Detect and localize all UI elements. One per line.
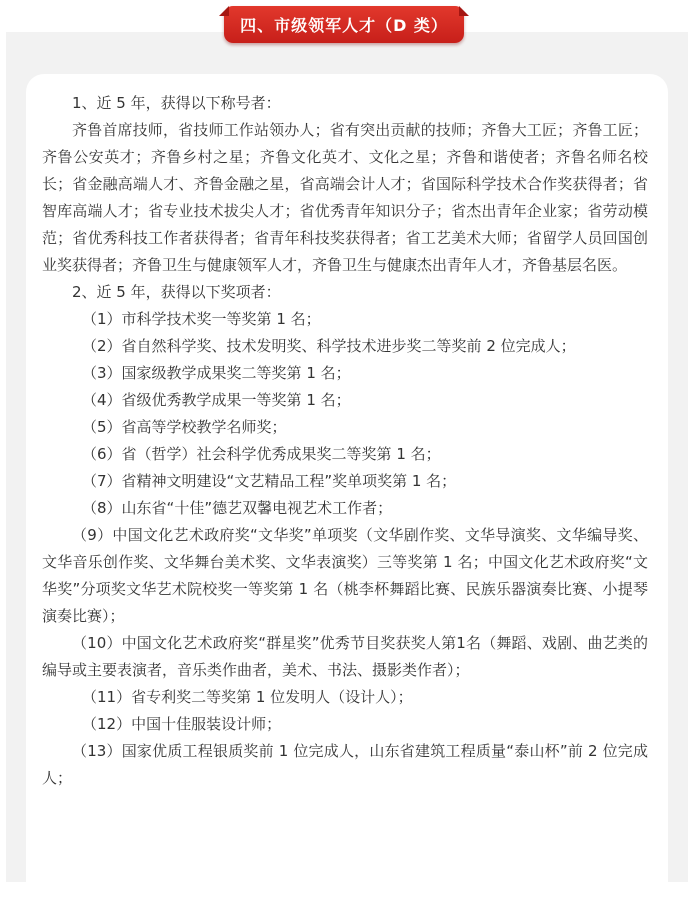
award-item-3: （3）国家级教学成果奖二等奖第 1 名； xyxy=(82,364,351,382)
award-item-13: （13）国家优质工程银质奖前 1 位完成人，山东省建筑工程质量“泰山杯”前 2 位完成人； xyxy=(42,742,648,787)
section1-heading: 1、近 5 年，获得以下称号者： xyxy=(72,94,281,112)
section-title: 四、市级领军人才（D 类） xyxy=(240,16,448,35)
award-item-11: （11）省专利奖二等奖第 1 位发明人（设计人）； xyxy=(82,688,413,706)
award-item-5: （5）省高等学校教学名师奖； xyxy=(82,418,287,436)
award-item-10: （10）中国文化艺术政府奖“群星奖”优秀节目奖获奖人第1名（舞蹈、戏剧、曲艺类的编导或主要表演者，音乐类作曲者，美术、书法、摄影类作者）； xyxy=(42,634,648,679)
award-item-12: （12）中国十佳服装设计师； xyxy=(82,715,282,733)
section1-body: 齐鲁首席技师，省技师工作站领办人；省有突出贡献的技师；齐鲁大工匠；齐鲁工匠；齐鲁公安英才；齐鲁乡村之星；齐鲁文化英才、文化之星；齐鲁和谐使者；齐鲁名师名校长；省金融高端人才、齐鲁金融之星，省高端会计人才；省国际科学技术合作奖获得者；省智库高端人才；省专业技术拔尖人才；省优秀青年知识分子；省杰出青年企业家；省劳动模范；省优秀科技工作者获得者；省青年科技奖获得者；省工艺美术大师；省留学人员回国创业奖获得者；齐鲁卫生与健康领军人才，齐鲁卫生与健康杰出青年人才，齐鲁基层名医。 xyxy=(42,121,648,274)
award-item-1: （1）市科学技术奖一等奖第 1 名； xyxy=(82,310,321,328)
content-card xyxy=(26,74,668,904)
section2-heading: 2、近 5 年，获得以下奖项者： xyxy=(72,283,281,301)
award-item-6: （6）省（哲学）社会科学优秀成果奖二等奖第 1 名； xyxy=(82,445,441,463)
award-item-2: （2）省自然科学奖、技术发明奖、科学技术进步奖二等奖前 2 位完成人； xyxy=(82,337,576,355)
award-item-4: （4）省级优秀教学成果一等奖第 1 名； xyxy=(82,391,351,409)
award-item-9: （9）中国文化艺术政府奖“文华奖”单项奖（文华剧作奖、文华导演奖、文华编导奖、文华音乐创作奖、文华舞台美术奖、文华表演奖）三等奖第 1 名；中国文化艺术政府奖“文华奖”分项奖文华艺术院校奖一等奖第 1 名（桃李杯舞蹈比赛、民族乐器演奏比赛、小提琴演奏比赛）； xyxy=(42,526,648,625)
award-item-7: （7）省精神文明建设“文艺精品工程”奖单项奖第 1 名； xyxy=(82,472,457,490)
award-item-8: （8）山东省“十佳”德艺双馨电视艺术工作者； xyxy=(82,499,393,517)
section-title-badge xyxy=(224,6,464,43)
